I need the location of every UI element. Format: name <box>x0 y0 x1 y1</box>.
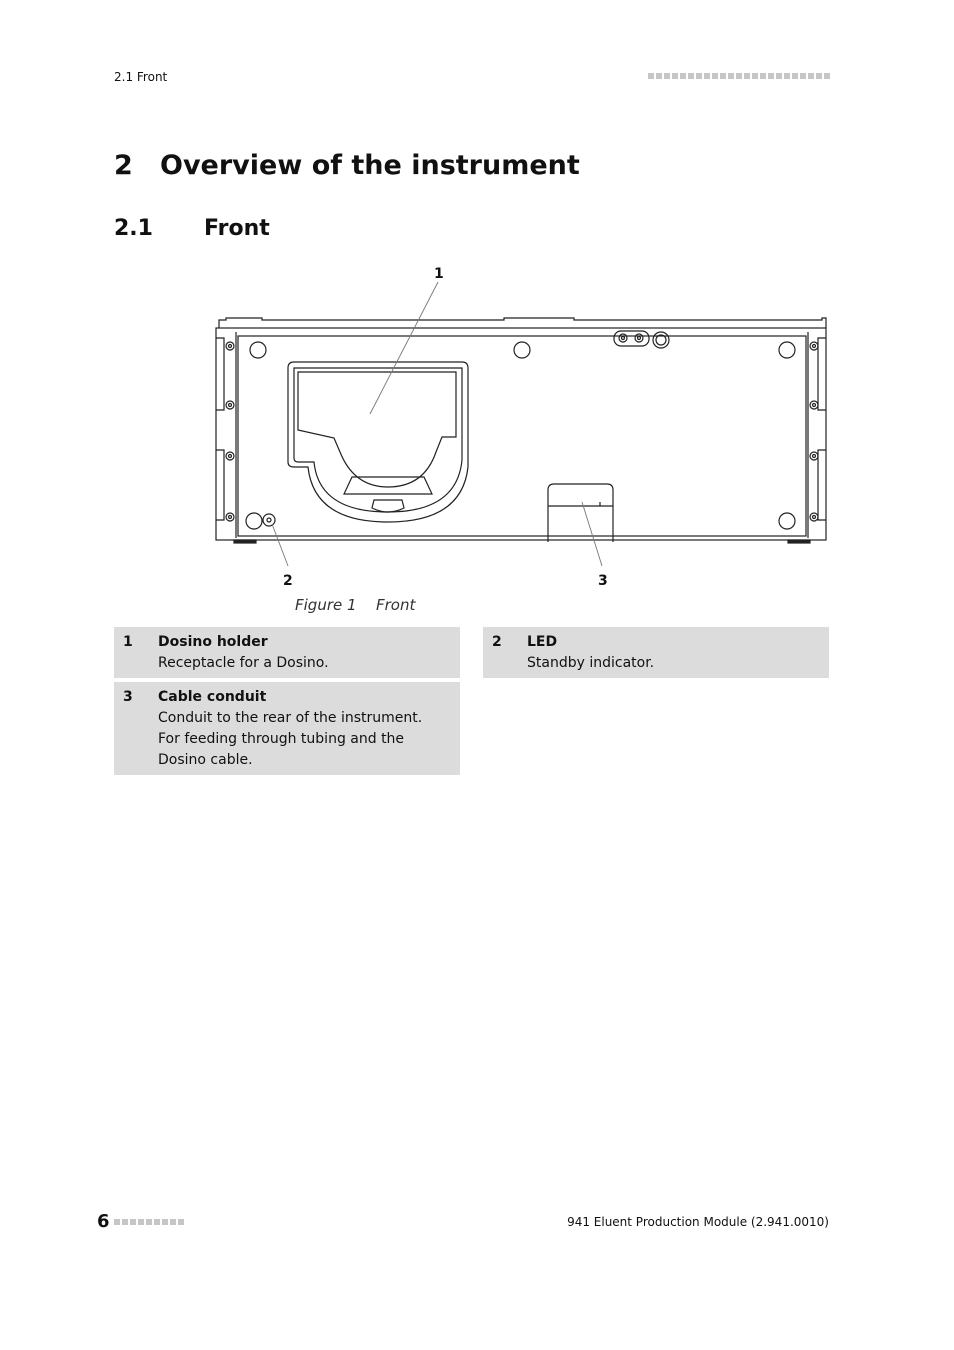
page-number: 6 <box>97 1211 110 1232</box>
legend-item-description: Conduit to the rear of the instrument. For feeding through tubing and the Dosino cable. <box>158 710 423 768</box>
legend-item-title: Cable conduit <box>158 689 267 705</box>
legend-item-description: Standby indicator. <box>527 655 655 671</box>
footer-divider-dots <box>114 1219 184 1225</box>
section-number: 2.1 <box>114 216 153 241</box>
chapter-number: 2 <box>114 150 133 181</box>
instrument-front-drawing <box>214 262 834 592</box>
section-title: Front <box>204 216 270 241</box>
section-heading <box>114 216 270 241</box>
callout-2: 2 <box>283 573 293 589</box>
legend-item <box>114 682 460 775</box>
instrument-front-figure <box>214 262 834 592</box>
legend-item <box>483 627 829 678</box>
legend-item-number: 2 <box>492 634 502 650</box>
legend-item-description: Receptacle for a Dosino. <box>158 655 329 671</box>
legend-item-title: Dosino holder <box>158 634 268 650</box>
callout-3: 3 <box>598 573 608 589</box>
legend-item-number: 3 <box>123 689 133 705</box>
chapter-title: Overview of the instrument <box>160 150 580 181</box>
header-divider-dots <box>648 73 830 79</box>
figure-caption-label: Figure 1 <box>295 596 357 614</box>
running-header-title: 2.1 Front <box>114 70 168 84</box>
legend-item-number: 1 <box>123 634 133 650</box>
chapter-heading <box>114 150 580 181</box>
figure-caption-text: Front <box>376 596 416 614</box>
legend-item <box>114 627 460 678</box>
document-title: 941 Eluent Production Module (2.941.0010) <box>567 1215 829 1229</box>
callout-1: 1 <box>434 266 444 282</box>
legend-item-title: LED <box>527 634 558 650</box>
figure-caption <box>295 596 415 614</box>
